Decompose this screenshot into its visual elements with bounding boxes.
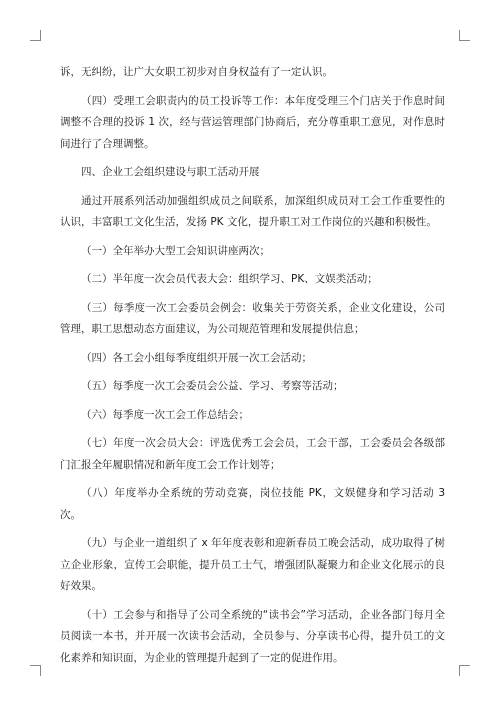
crop-mark-bottom-left bbox=[30, 665, 41, 676]
paragraph-activities-intro: 通过开展系列活动加强组织成员之间联系，加深组织成员对工会工作重要性的认识，丰富职工文化生活，发扬 PK 文化，提升职工对工作岗位的兴趣和积极性。 bbox=[60, 194, 445, 228]
crop-mark-bottom-right bbox=[459, 665, 470, 676]
list-item-2: （二）半年度一次会员代表大会：组织学习、PK、文娱类活动； bbox=[81, 273, 378, 285]
section-heading-organization: 四、企业工会组织建设与职工活动开展 bbox=[81, 166, 260, 178]
list-item-4: （四）各工会小组每季度组织开展一次工会活动； bbox=[81, 351, 312, 364]
list-item-9: （九）与企业一道组织了 x 年年度表彰和迎新春员工晚会活动，成功取得了树立企业形象，宣传工会职能，提升员工士气，增强团队凝聚力和企业文化展示的良好效果。 bbox=[60, 537, 445, 592]
list-item-8: （八）年度举办全系统的劳动竞赛，岗位技能 PK，文娱健身和学习活动 3 次。 bbox=[60, 487, 445, 521]
list-item-10: （十）工会参与和指导了公司全系统的“读书会”学习活动，企业各部门每月全员阅读一本书，并开展一次读书会活动，全员参与、分享读书心得，提升员工的文化素养和知识面，为企业的管理提升起到了一定的促进作用。 bbox=[60, 608, 445, 664]
paragraph-continuation: 诉，无纠纷，让广大女职工初步对自身权益有了一定认识。 bbox=[60, 66, 333, 78]
crop-mark-top-right bbox=[459, 30, 470, 41]
document-body bbox=[60, 62, 445, 676]
list-item-5: （五）每季度一次工会委员会公益、学习、考察等活动； bbox=[81, 380, 344, 392]
list-item-7: （七）年度一次会员大会：评选优秀工会会员，工会干部，工会委员会各级部门汇报全年履职情况和新年度工会工作计划等； bbox=[60, 437, 445, 471]
list-item-6: （六）每季度一次工会工作总结会； bbox=[81, 408, 249, 421]
list-item-1: （一）全年举办大型工会知识讲座两次； bbox=[81, 244, 270, 257]
list-item-3: （三）每季度一次工会委员会例会：收集关于劳资关系，企业文化建设，公司管理，职工思想动态方面建议，为公司规范管理和发展提供信息； bbox=[60, 301, 445, 335]
paragraph-complaint-handling: （四）受理工会职责内的员工投诉等工作：本年度受理三个门店关于作息时间调整不合理的投诉 1 次，经与营运管理部门协商后，充分尊重职工意见，对作息时间进行了合理调整。 bbox=[60, 94, 445, 150]
crop-mark-top-left bbox=[30, 30, 41, 41]
